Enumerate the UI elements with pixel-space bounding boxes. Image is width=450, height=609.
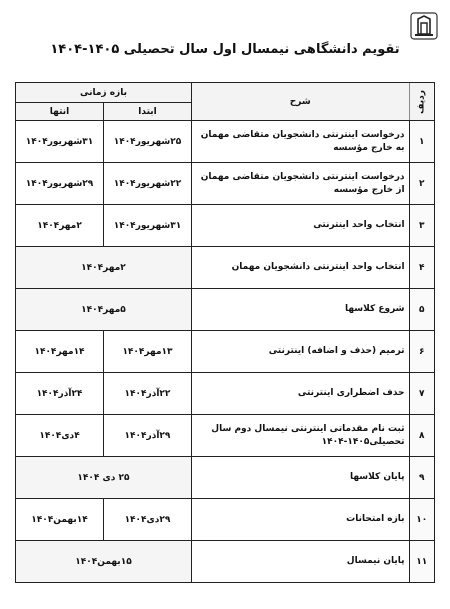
row-number: ۱۱ (409, 541, 434, 583)
row-start-date: ۲۹آذر۱۴۰۴ (104, 415, 192, 457)
row-start-date: ۲۵شهریور۱۴۰۴ (104, 121, 192, 163)
row-number: ۴ (409, 247, 434, 289)
row-start-date: ۲۲آذر۱۴۰۴ (104, 373, 192, 415)
header-row-number: ردیف (409, 83, 434, 121)
header-start: ابتدا (104, 103, 192, 121)
table-row (16, 415, 435, 457)
row-number: ۱۰ (409, 499, 434, 541)
row-date: ۲مهر۱۴۰۴ (16, 247, 192, 289)
row-description: حذف اضطراری اینترنتی (191, 373, 409, 415)
row-start-date: ۲۹دی۱۴۰۴ (104, 499, 192, 541)
row-date: ۵مهر۱۴۰۴ (16, 289, 192, 331)
row-description: درخواست اینترنتی دانشجویان متقاضی مهمان از خارج مؤسسه (191, 163, 409, 205)
row-date: ۱۵بهمن۱۴۰۴ (16, 541, 192, 583)
calendar-body (16, 121, 435, 583)
row-end-date: ۳۱شهریور۱۴۰۴ (16, 121, 104, 163)
row-start-date: ۱۳مهر۱۴۰۴ (104, 331, 192, 373)
row-number: ۸ (409, 415, 434, 457)
row-description: ثبت نام مقدماتی اینترنتی نیمسال دوم سال تحصیلی۱۴۰۵-۱۴۰۴ (191, 415, 409, 457)
table-row (16, 457, 435, 499)
row-number: ۲ (409, 163, 434, 205)
row-description: انتخاب واحد اینترنتی دانشجویان مهمان (191, 247, 409, 289)
header-description: شرح (191, 83, 409, 121)
row-number: ۳ (409, 205, 434, 247)
table-row (16, 289, 435, 331)
university-logo-icon (410, 12, 438, 40)
row-number: ۷ (409, 373, 434, 415)
row-description: ترمیم (حذف و اضافه) اینترنتی (191, 331, 409, 373)
header-end: انتها (16, 103, 104, 121)
table-row (16, 373, 435, 415)
row-description: درخواست اینترنتی دانشجویان متقاضی مهمان به خارج مؤسسه (191, 121, 409, 163)
row-description: بازه امتحانات (191, 499, 409, 541)
row-end-date: ۱۴بهمن۱۴۰۴ (16, 499, 104, 541)
table-row (16, 331, 435, 373)
row-end-date: ۲۹شهریور۱۴۰۴ (16, 163, 104, 205)
table-row (16, 247, 435, 289)
page-title: تقویم دانشگاهی نیمسال اول سال تحصیلی ۱۴۰۵-۱۴۰۴ (50, 42, 400, 57)
table-row (16, 205, 435, 247)
row-number: ۱ (409, 121, 434, 163)
row-description: پایان نیمسال (191, 541, 409, 583)
table-row (16, 163, 435, 205)
row-end-date: ۱۴مهر۱۴۰۴ (16, 331, 104, 373)
row-description: شروع کلاسها (191, 289, 409, 331)
row-date: ۲۵ دی ۱۴۰۴ (16, 457, 192, 499)
row-number: ۵ (409, 289, 434, 331)
table-row (16, 121, 435, 163)
row-start-date: ۲۲شهریور۱۴۰۴ (104, 163, 192, 205)
row-number: ۶ (409, 331, 434, 373)
row-description: پایان کلاسها (191, 457, 409, 499)
header-period: بازه زمانی (16, 83, 192, 103)
row-end-date: ۲۴آذر۱۴۰۴ (16, 373, 104, 415)
row-number: ۹ (409, 457, 434, 499)
row-description: انتخاب واحد اینترنتی (191, 205, 409, 247)
academic-calendar-table (15, 82, 435, 583)
row-end-date: ۴دی۱۴۰۴ (16, 415, 104, 457)
row-start-date: ۳۱شهریور۱۴۰۴ (104, 205, 192, 247)
table-row (16, 499, 435, 541)
row-end-date: ۲مهر۱۴۰۴ (16, 205, 104, 247)
table-row (16, 541, 435, 583)
